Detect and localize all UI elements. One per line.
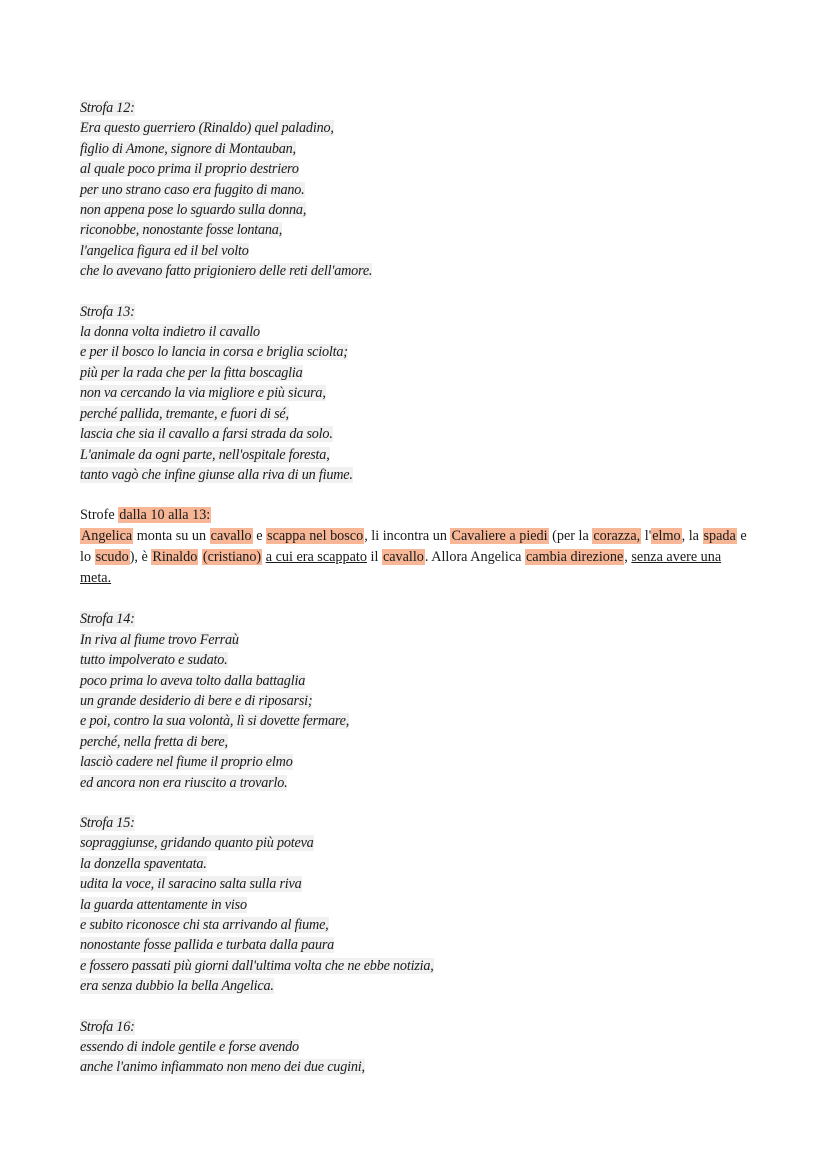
highlight: Rinaldo (152, 549, 198, 566)
verse-line: al quale poco prima il proprio destriero (80, 161, 299, 178)
verse-line: tanto vagò che infine giunse alla riva di un fiume. (80, 466, 353, 483)
verse-line: per uno strano caso era fuggito di mano. (80, 181, 305, 198)
stanza-title: Strofa 13: (80, 303, 135, 320)
verse-line: L'animale da ogni parte, nell'ospitale foresta, (80, 446, 330, 463)
stanza-title: Strofa 14: (80, 611, 135, 628)
highlight: dalla 10 alla 13: (119, 507, 211, 524)
highlight: cambia direzione (525, 549, 624, 566)
underline: a cui era scappato (265, 549, 367, 566)
highlight: Angelica (81, 528, 133, 545)
verse-line: e per il bosco lo lancia in corsa e briglia sciolta; (80, 344, 348, 361)
stanza-15 (80, 813, 760, 997)
stanza-14 (80, 609, 760, 793)
highlight: scappa nel bosco (267, 528, 364, 545)
verse-line: non appena pose lo sguardo sulla donna, (80, 202, 307, 219)
verse-line: riconobbe, nonostante fosse lontana, (80, 222, 283, 239)
stanza-title: Strofa 15: (80, 814, 135, 831)
highlight: cavallo (382, 549, 424, 566)
highlight: spada (703, 528, 736, 545)
verse-line: lascia che sia il cavallo a farsi strada da solo. (80, 426, 333, 443)
verse-line: la guarda attentamente in viso (80, 896, 247, 913)
stanza-13 (80, 302, 760, 486)
highlight: scudo (95, 549, 129, 566)
verse-line: lasciò cadere nel fiume il proprio elmo (80, 754, 293, 771)
verse-line: In riva al fiume trovo Ferraù (80, 631, 239, 648)
stanza-16 (80, 1017, 760, 1078)
stanza-title: Strofa 12: (80, 100, 135, 116)
verse-line: e subito riconosce chi sta arrivando al fiume, (80, 917, 329, 933)
stanza-title: Strofa 16: (80, 1018, 135, 1035)
verse-line: non va cercando la via migliore e più sicura, (80, 385, 326, 402)
verse-line: poco prima lo aveva tolto dalla battaglia (80, 672, 306, 689)
document-page (80, 98, 760, 1098)
verse-line: figlio di Amone, signore di Montauban, (80, 140, 296, 157)
verse-line: più per la rada che per la fitta boscaglia (80, 364, 303, 381)
verse-line: e poi, contro la sua volontà, lì si dovette fermare, (80, 713, 350, 730)
verse-line: anche l'animo infiammato non meno dei due cugini, (80, 1059, 365, 1076)
verse-line: essendo di indole gentile e forse avendo (80, 1039, 299, 1056)
verse-line: udita la voce, il saracino salta sulla riva (80, 876, 302, 893)
verse-line: la donzella spaventata. (80, 855, 207, 872)
summary-paragraph: Strofe dalla 10 alla 13: Angelica monta su un cavallo e scappa nel bosco, li incontra un Cavaliere a piedi (per la corazza, l'elmo, la spada e lo scudo), è Rinaldo (cristiano) a cui era scappato il cavallo. Allora Angelica cambia direzione, senza avere una meta. (80, 507, 747, 587)
verse-line: perché pallida, tremante, e fuori di sé, (80, 405, 289, 422)
highlight: cavallo (210, 528, 252, 545)
highlight: elmo (652, 528, 681, 545)
verse-line: sopraggiunse, gridando quanto più poteva (80, 835, 314, 852)
verse-line: che lo avevano fatto prigioniero delle reti dell'amore. (80, 263, 373, 280)
verse-line: era senza dubbio la bella Angelica. (80, 978, 274, 995)
verse-line: Era questo guerriero (Rinaldo) quel paladino, (80, 120, 334, 137)
highlight: Cavaliere a piedi (451, 528, 548, 545)
highlight: (cristiano) (202, 549, 262, 566)
stanza-12 (80, 98, 760, 282)
highlight: corazza, (593, 528, 641, 545)
verse-line: la donna volta indietro il cavallo (80, 324, 260, 341)
verse-line: un grande desiderio di bere e di riposarsi; (80, 692, 313, 709)
verse-line: ed ancora non era riuscito a trovarlo. (80, 774, 288, 791)
verse-line: perché, nella fretta di bere, (80, 733, 228, 750)
underline: senza avere una meta. (80, 549, 722, 587)
verse-line: e fossero passati più giorni dall'ultima volta che ne ebbe notizia, (80, 957, 434, 974)
verse-line: l'angelica figura ed il bel volto (80, 242, 249, 259)
verse-line: nonostante fosse pallida e turbata dalla paura (80, 937, 335, 954)
verse-line: tutto impolverato e sudato. (80, 652, 228, 669)
